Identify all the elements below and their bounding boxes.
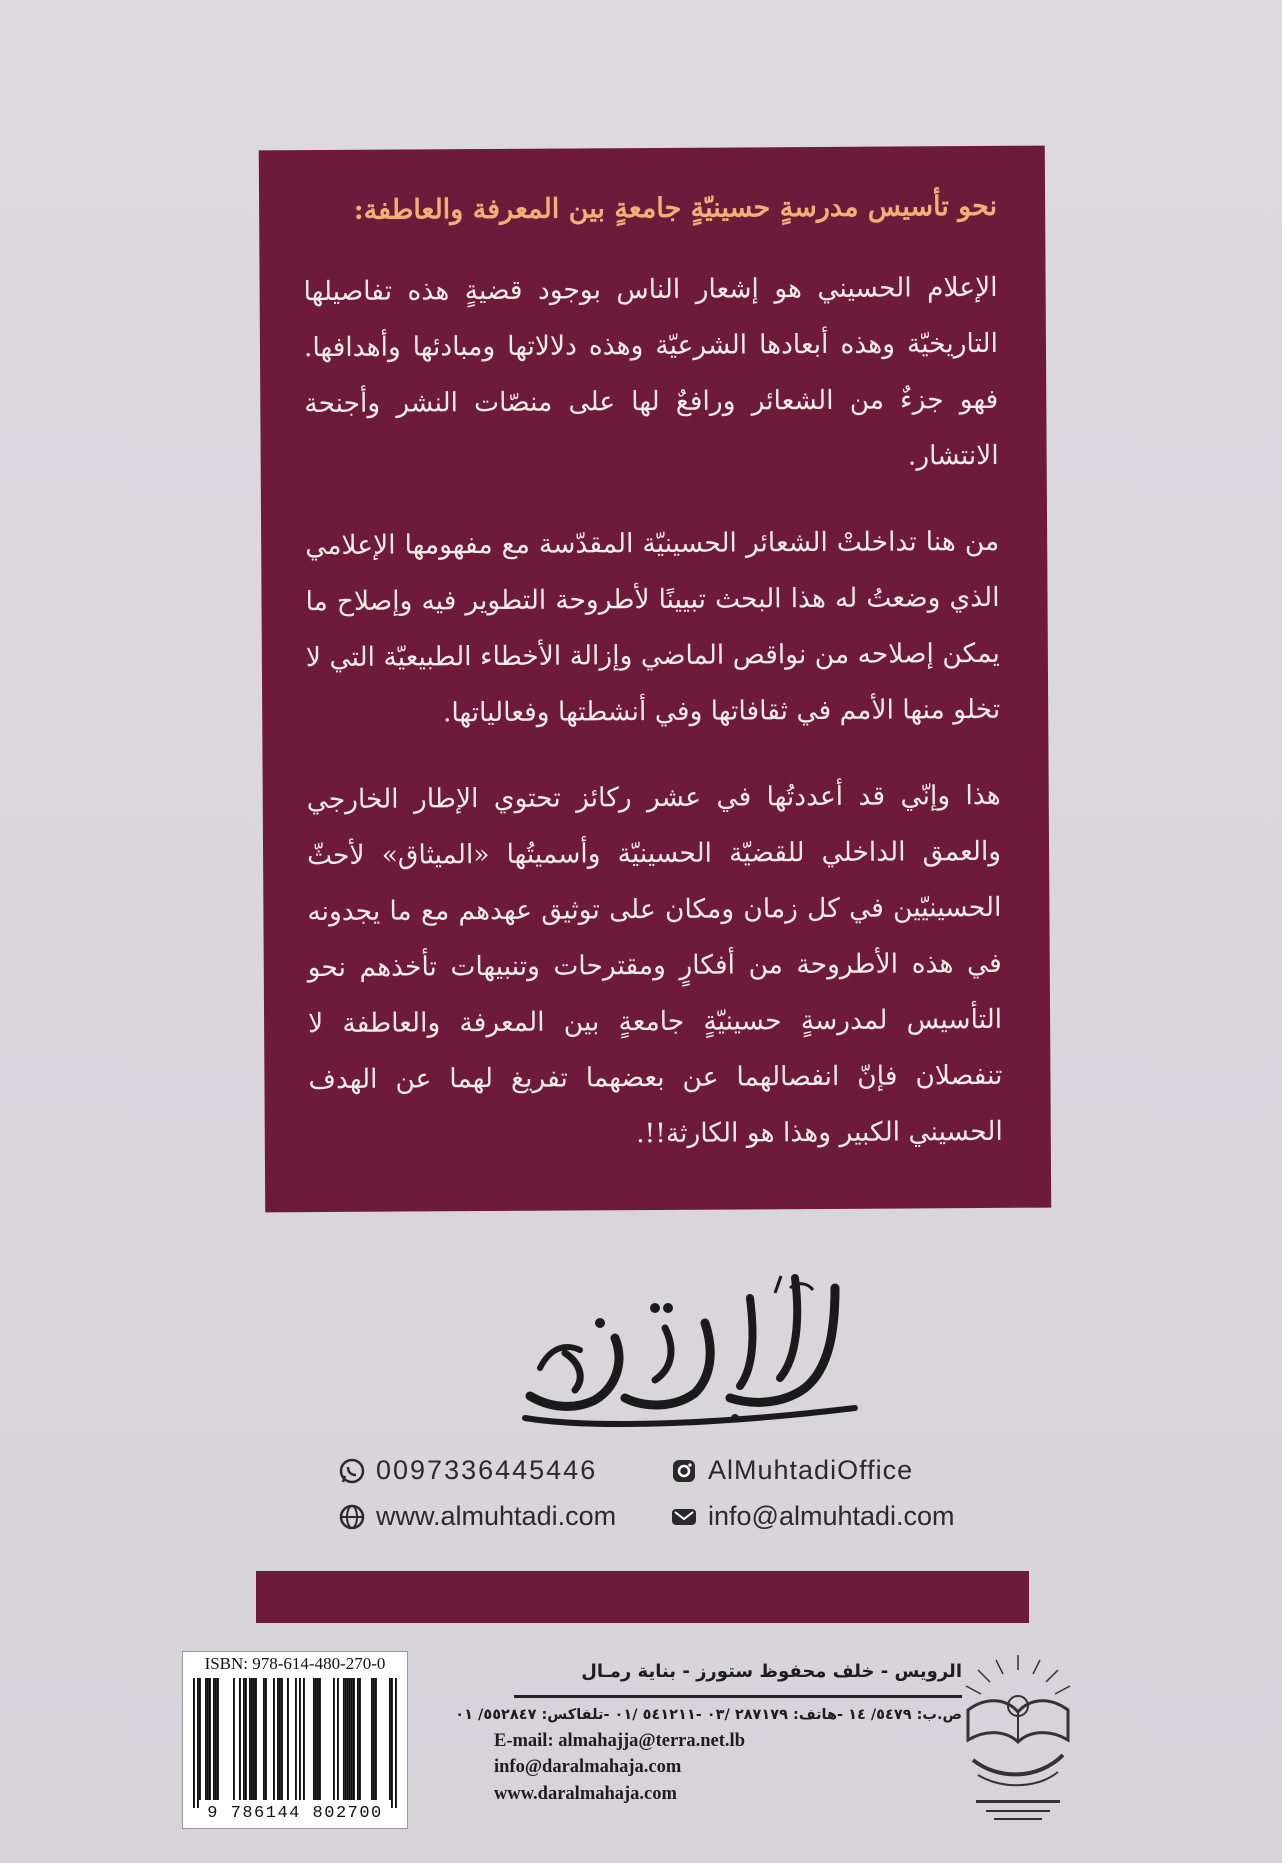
isbn-label: ISBN: 978-614-480-270-0 [204,1654,386,1673]
website-url: www.almuhtadi.com [376,1501,617,1531]
blurb-title: نحو تأسيس مدرسةٍ حسينيّةٍ جامعةٍ بين المعرفة والعاطفة: [353,190,998,226]
isbn-barcode [182,1651,408,1829]
barcode-bar [347,1678,349,1800]
blurb-panel [259,146,1051,1213]
barcode-bar [391,1678,393,1808]
barcode-bar [233,1678,235,1800]
barcode-bar [349,1678,351,1800]
barcode-bar [205,1678,207,1800]
publisher-address: الرويس - خلف محفوظ ستورز - بناية رمـال [581,1661,962,1682]
barcode-bars [183,1652,407,1828]
instagram-contact[interactable] [670,1455,913,1486]
barcode-bar [199,1678,201,1800]
barcode-bar [303,1678,305,1800]
contacts [330,1455,970,1555]
barcode-bar [265,1678,267,1800]
barcode-bar [215,1678,217,1800]
barcode-bar [343,1678,345,1800]
office-calligraphy-logo [505,1268,875,1438]
barcode-bar [373,1678,375,1800]
publisher-rule [514,1695,962,1698]
barcode-bar [255,1678,257,1800]
publisher-email[interactable]: E-mail: almahajja@terra.net.lb [494,1731,745,1751]
barcode-bar [337,1678,339,1800]
barcode-bar [273,1678,275,1800]
blurb-paragraph-2: من هنا تداخلتْ الشعائر الحسينيّة المقدّسة مع مفهومها الإعلامي الذي وضعتُ له هذا البحث تبيينًا لأطروحة التطوير فيه وإصلاح ما يمكن إصلاحه من نواقص الماضي وإزالة الأخطاء الطبيعيّة التي لا تخلو منها الأمم في ثقافاتها وفي أنشطتها وفعالياتها. [305,525,1001,729]
barcode-bar [351,1678,353,1800]
barcode-bar [359,1678,361,1800]
barcode-bar [217,1678,219,1800]
barcode-bar [353,1678,355,1800]
publisher-website[interactable]: www.daralmahaja.com [494,1784,677,1804]
publisher-info [455,1655,962,1835]
instagram-handle: AlMuhtadiOffice [708,1455,914,1485]
email-address: info@almuhtadi.com [708,1501,955,1531]
barcode-bar [207,1678,209,1800]
whatsapp-icon [338,1457,366,1485]
barcode-bar [251,1678,253,1800]
barcode-bar [245,1678,247,1800]
isbn-digits: 9 786144 802700 [207,1804,383,1823]
barcode-bar [253,1678,255,1800]
barcode-bar [287,1678,289,1800]
barcode-bar [209,1678,211,1800]
barcode-bar [333,1678,335,1800]
whatsapp-contact[interactable] [338,1455,597,1486]
website-contact[interactable] [338,1501,616,1532]
barcode-bar [213,1678,215,1800]
barcode-bar [193,1678,195,1808]
barcode-bar [197,1678,199,1808]
blurb-paragraph-1: الإعلام الحسيني هو إشعار الناس بوجود قضيةٍ هذه تفاصيلها التاريخيّة وهذه أبعادها الشرعيّة وهذه دلالاتها ومبادئها وأهدافها. فهو جزءٌ من الشعائر ورافعٌ لها على منصّات النشر وأجنحة الانتشار. [303,271,999,472]
publisher-logo [948,1650,1088,1830]
barcode-bar [281,1678,283,1800]
whatsapp-number: 0097336445446 [376,1455,598,1485]
barcode-bar [389,1678,391,1800]
barcode-bar [319,1678,321,1800]
instagram-icon [670,1457,698,1485]
barcode-bar [243,1678,245,1800]
maroon-band [256,1571,1029,1623]
barcode-bar [279,1678,281,1800]
email-contact[interactable] [670,1501,955,1532]
barcode-bar [357,1678,359,1800]
barcode-bar [345,1678,347,1800]
barcode-bar [395,1678,397,1808]
barcode-bar [239,1678,241,1800]
barcode-bar [277,1678,279,1800]
publisher-info-email[interactable]: info@daralmahaja.com [494,1757,682,1777]
barcode-bar [315,1678,317,1800]
barcode-bar [249,1678,251,1800]
barcode-bar [375,1678,377,1800]
barcode-bar [299,1678,301,1800]
email-icon [670,1503,698,1531]
publisher-phone: ص.ب: ٥٤٧٩/ ١٤ -هاتف: ٢٨٧١٧٩ /٠٣ -٥٤١٢١١ /٠١ -تلفاكس: ٥٥٢٨٤٧/ ٠١ [455,1707,962,1723]
blurb-paragraph-3: هذا وإنّي قد أعددتُها في عشر ركائز تحتوي الإطار الخارجي والعمق الداخلي للقضيّة الحسينيّة وأسميتُها «الميثاق» لأحثّ الحسينيّين في كل زمان ومكان على توثيق عهدهم مع ما يجدونه في هذه الأطروحة من أفكارٍ ومقترحات وتنبيهات تأخذهم نحو التأسيس لمدرسةٍ حسينيّةٍ جامعةٍ بين المعرفة والعاطفة لا تنفصلان فإنّ انفصالهما عن بعضهما تفريغ لهما عن الهدف الحسيني الكبير وهذا هو الكارثة!!. [306,779,1003,1149]
barcode-bar [263,1678,265,1800]
barcode-bar [295,1678,297,1800]
barcode-bar [313,1678,315,1800]
barcode-bar [371,1678,373,1800]
barcode-bar [317,1678,319,1800]
globe-icon [338,1503,366,1531]
